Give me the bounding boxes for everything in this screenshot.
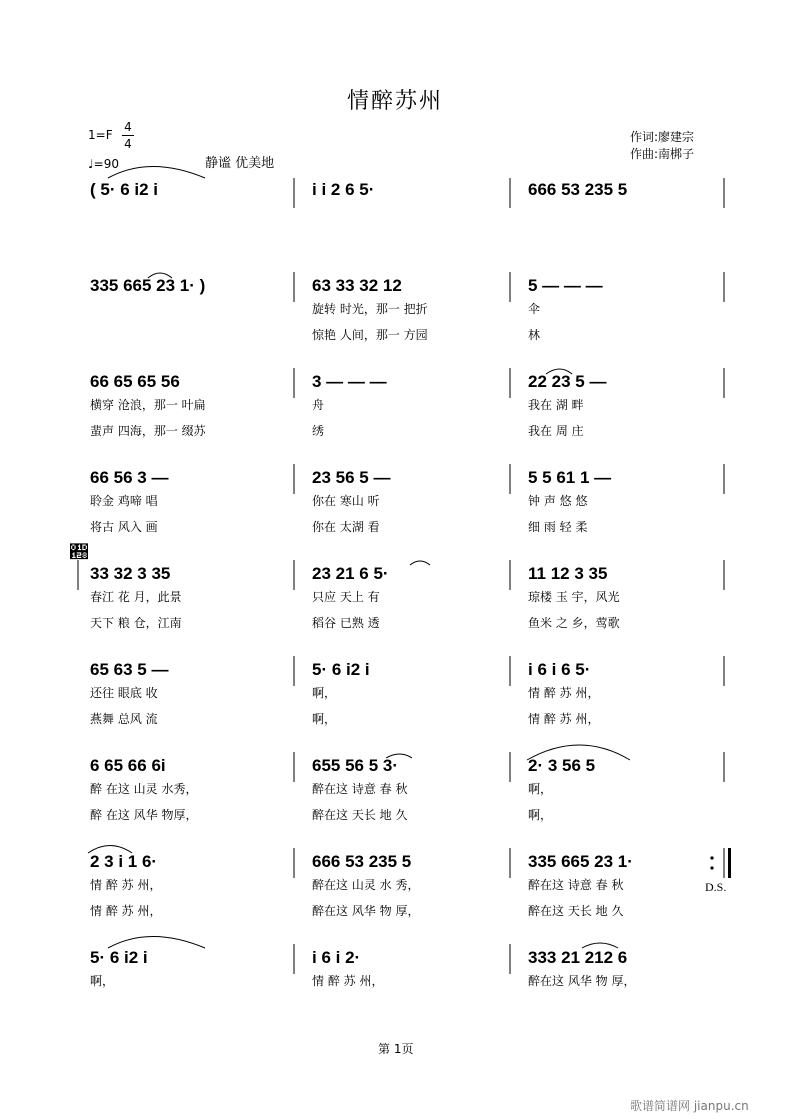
measure-notes: i i 2 6 5· <box>312 180 375 199</box>
lyric-verse-1: 醉在这 诗意 春 秋 <box>528 878 624 892</box>
time-signature-bottom: 4 <box>124 137 132 151</box>
lyric-verse-1: 醉在这 风华 物 厚， <box>528 974 636 988</box>
tempo-value: =90 <box>93 157 119 171</box>
quarter-note-icon: ♩ <box>88 157 94 171</box>
measure-notes: 666 53 235 5 <box>528 180 628 199</box>
measure-notes: 11 12 3 35 <box>528 564 608 583</box>
measure-notes: 333 21 212 6 <box>528 948 628 967</box>
lyric-verse-1: 旋转 时光，那一 把折 <box>312 302 428 316</box>
slur-mark <box>527 745 630 760</box>
page-number: 第 1页 <box>378 1042 414 1056</box>
measure-notes: ( 5· 6 i2 i <box>90 180 159 199</box>
lyric-verse-2: 醉在这 风华 物 厚， <box>312 904 420 918</box>
lyric-verse-1: 啊， <box>312 686 337 700</box>
lyric-verse-2: 醉在这 天长 地 久 <box>528 904 624 918</box>
measure-notes: 22 23 5 — <box>528 372 607 391</box>
song-title: 情醉苏州 <box>346 89 443 114</box>
composer-credit: 作曲:南梆子 <box>630 147 695 161</box>
measure-notes: 33 32 3 35 <box>90 564 171 583</box>
measure-notes: i 6 i 6 5· <box>528 660 591 679</box>
lyric-verse-2: 醉在这 天长 地 久 <box>312 808 408 822</box>
slur-mark <box>108 167 205 179</box>
lyric-verse-2: 鱼米 之 乡，莺歌 <box>528 616 620 630</box>
lyric-verse-1: 你在 寒山 听 <box>312 494 380 508</box>
lyric-verse-1: 舟 <box>312 398 325 412</box>
key-signature: 1=F <box>88 128 113 142</box>
lyric-verse-2: 情 醉 苏 州， <box>90 904 162 918</box>
measure-notes: 66 56 3 — <box>90 468 169 487</box>
measure-notes: 2 3 i 1 6· <box>90 852 158 871</box>
measure-notes: i 6 i 2· <box>312 948 361 967</box>
lyric-verse-1: 情 醉 苏 州， <box>528 686 600 700</box>
lyric-verse-1: 醉在这 山灵 水 秀， <box>312 878 420 892</box>
lyric-verse-1: 醉在这 诗意 春 秋 <box>312 782 408 796</box>
slur-mark <box>546 369 572 374</box>
lyric-verse-2: 醉 在这 风华 物厚， <box>90 808 198 822</box>
lyric-verse-2: 细 雨 轻 柔 <box>528 520 588 534</box>
measure-notes: 5· 6 i2 i <box>90 948 148 967</box>
lyric-verse-2: 将古 风入 画 <box>90 520 158 534</box>
time-signature-top: 4 <box>124 120 132 134</box>
lyric-verse-1: 啊， <box>528 782 553 796</box>
lyric-verse-2: 我在 周 庄 <box>528 424 584 438</box>
lyric-verse-1: 只应 天上 有 <box>312 590 380 604</box>
slur-mark <box>108 937 205 949</box>
slur-mark <box>88 846 132 854</box>
lyric-verse-2: 啊， <box>528 808 553 822</box>
slur-mark <box>410 561 430 565</box>
lyric-verse-1: 琼楼 玉 宇，风光 <box>528 590 620 604</box>
lyric-verse-2: 啊， <box>312 712 337 726</box>
watermark-text: 歌谱简谱网 <box>630 1099 691 1113</box>
lyric-verse-1: 春江 花 月，此景 <box>90 590 182 604</box>
lyric-verse-1: 情 醉 苏 州， <box>90 878 162 892</box>
lyric-verse-1: 啊， <box>90 974 115 988</box>
measure-notes: 335 665 23 1· ) <box>90 276 206 295</box>
measure-notes: 5 — — — <box>528 276 603 295</box>
lyric-verse-1: 聆金 鸡啼 唱 <box>90 494 158 508</box>
lyric-verse-2: 燕舞 总风 流 <box>90 712 158 726</box>
measure-notes: 3 — — — <box>312 372 387 391</box>
slur-mark <box>582 943 618 948</box>
lyric-verse-1: 情 醉 苏 州， <box>312 974 384 988</box>
measure-notes: 66 65 65 56 <box>90 372 180 391</box>
lyric-verse-2: 稻谷 已熟 透 <box>312 616 380 630</box>
measure-notes: 65 63 5 — <box>90 660 169 679</box>
measure-notes: 335 665 23 1· <box>528 852 633 871</box>
lyric-verse-1: 伞 <box>528 302 541 316</box>
measure-notes: 5· 6 i2 i <box>312 660 370 679</box>
lyric-verse-1: 我在 湖 畔 <box>528 398 584 412</box>
lyric-verse-2: 你在 太湖 看 <box>312 520 380 534</box>
measure-notes: 655 56 5 3· <box>312 756 399 775</box>
measure-notes: 6 65 66 6i <box>90 756 166 775</box>
ds-marking: D.S. <box>705 880 727 894</box>
lyric-verse-1: 钟 声 悠 悠 <box>528 494 588 508</box>
slur-mark <box>386 754 412 758</box>
slur-mark <box>148 273 172 278</box>
expression-marking: 静谧 优美地 <box>205 156 275 171</box>
segno-icon: 𝄨 <box>70 542 88 563</box>
measure-notes: 63 33 32 12 <box>312 276 402 295</box>
measure-notes: 2· 3 56 5 <box>528 756 596 775</box>
lyric-verse-2: 蜚声 四海，那一 缀苏 <box>90 424 206 438</box>
lyricist-credit: 作词:廖建宗 <box>630 130 695 144</box>
lyric-verse-2: 林 <box>528 328 541 342</box>
lyric-verse-1: 横穿 沧浪，那一 叶扁 <box>90 398 206 412</box>
lyric-verse-2: 天下 粮 仓，江南 <box>90 616 182 630</box>
measure-notes: 666 53 235 5 <box>312 852 412 871</box>
lyric-verse-2: 情 醉 苏 州， <box>528 712 600 726</box>
measure-notes: 23 56 5 — <box>312 468 391 487</box>
lyric-verse-2: 惊艳 人间，那一 方园 <box>312 328 428 342</box>
watermark-url: jianpu.cn <box>693 1099 749 1113</box>
measure-notes: 5 5 61 1 — <box>528 468 612 487</box>
lyric-verse-1: 还往 眼底 收 <box>90 686 158 700</box>
lyric-verse-2: 绣 <box>312 424 325 438</box>
lyric-verse-1: 醉 在这 山灵 水秀， <box>90 782 198 796</box>
measure-notes: 23 21 6 5· <box>312 564 389 583</box>
